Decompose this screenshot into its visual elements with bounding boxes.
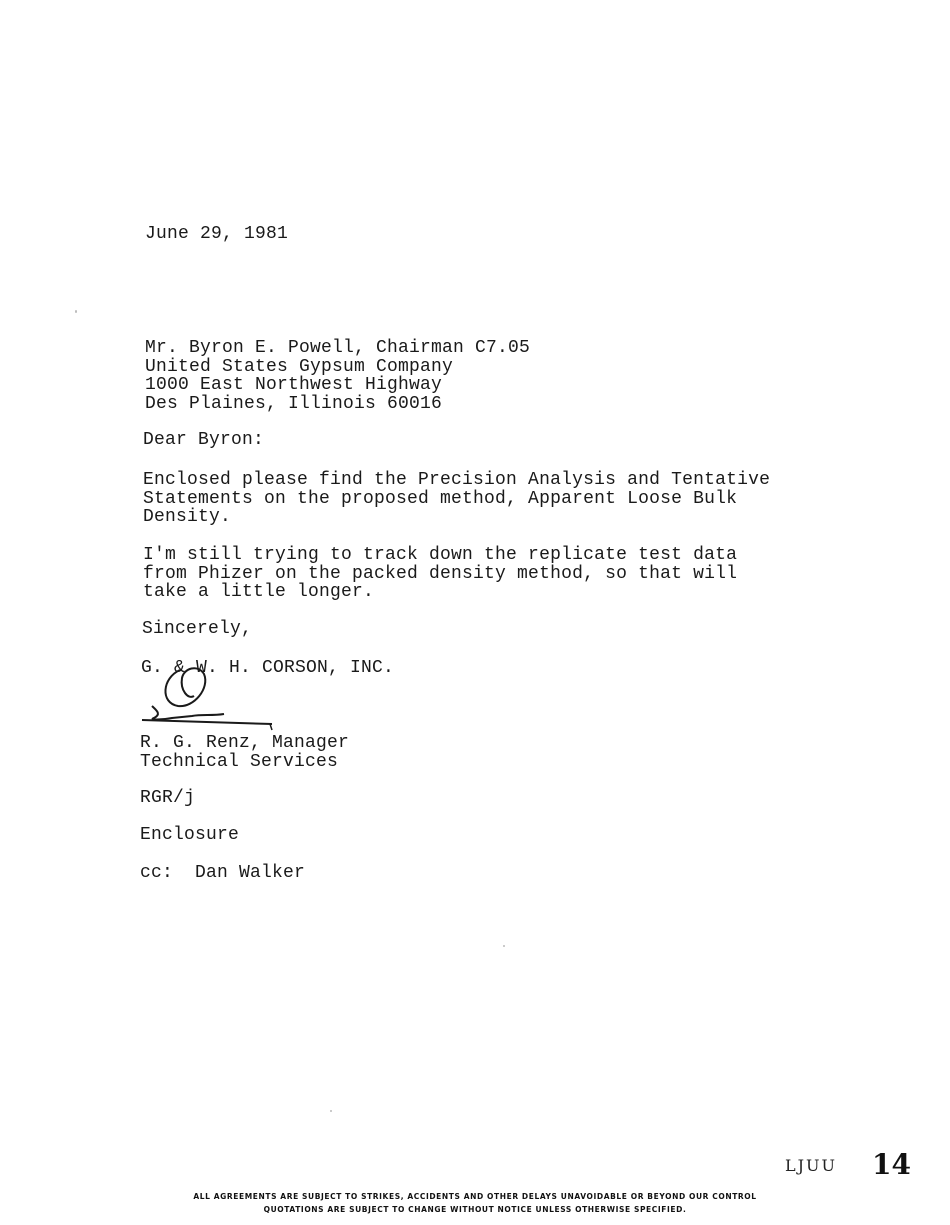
signer-department: Technical Services	[140, 751, 339, 772]
paragraph-line: from Phizer on the packed density method, so that will	[143, 563, 738, 584]
paragraph-line: Statements on the proposed method, Apparent Loose Bulk	[143, 488, 738, 509]
recipient-address	[145, 339, 530, 413]
scan-speck	[330, 1110, 332, 1112]
cc-notation: cc: Dan Walker	[140, 863, 306, 883]
enclosure-notation: Enclosure	[140, 825, 240, 845]
salutation: Dear Byron:	[143, 430, 265, 450]
footer-disclaimer-line-2: QUOTATIONS ARE SUBJECT TO CHANGE WITHOUT NOTICE UNLESS OTHERWISE SPECIFIED.	[263, 1205, 687, 1214]
stamp-code: LJUU	[785, 1156, 838, 1175]
letter-date: June 29, 1981	[145, 224, 289, 244]
paragraph-line: I'm still trying to track down the replicate test data	[143, 545, 738, 565]
signer-block	[140, 734, 349, 771]
scan-speck	[503, 945, 505, 947]
handwritten-signature	[132, 648, 282, 738]
signer-name-title: R. G. Renz, Manager	[140, 733, 350, 753]
reference-initials: RGR/j	[140, 788, 196, 808]
page-number: 14	[872, 1148, 911, 1181]
closing: Sincerely,	[142, 619, 253, 639]
scan-speck	[75, 310, 77, 313]
paragraph-line: take a little longer.	[143, 582, 375, 602]
address-line: United States Gypsum Company	[145, 356, 454, 377]
paragraph-line: Density.	[143, 507, 232, 527]
address-line: 1000 East Northwest Highway	[145, 375, 443, 395]
company-name: G. & W. H. CORSON, INC.	[141, 658, 395, 678]
address-line: Mr. Byron E. Powell, Chairman C7.05	[145, 338, 531, 358]
body-paragraph-1	[143, 471, 770, 527]
paragraph-line: Enclosed please find the Precision Analysis and Tentative	[143, 470, 771, 490]
document-stamp	[785, 1148, 915, 1186]
address-line: Des Plaines, Illinois 60016	[145, 393, 443, 414]
body-paragraph-2	[143, 546, 737, 602]
footer-disclaimer-line-1: ALL AGREEMENTS ARE SUBJECT TO STRIKES, ACCIDENTS AND OTHER DELAYS UNAVOIDABLE OR BEYOND OUR CONTROL	[193, 1192, 757, 1201]
